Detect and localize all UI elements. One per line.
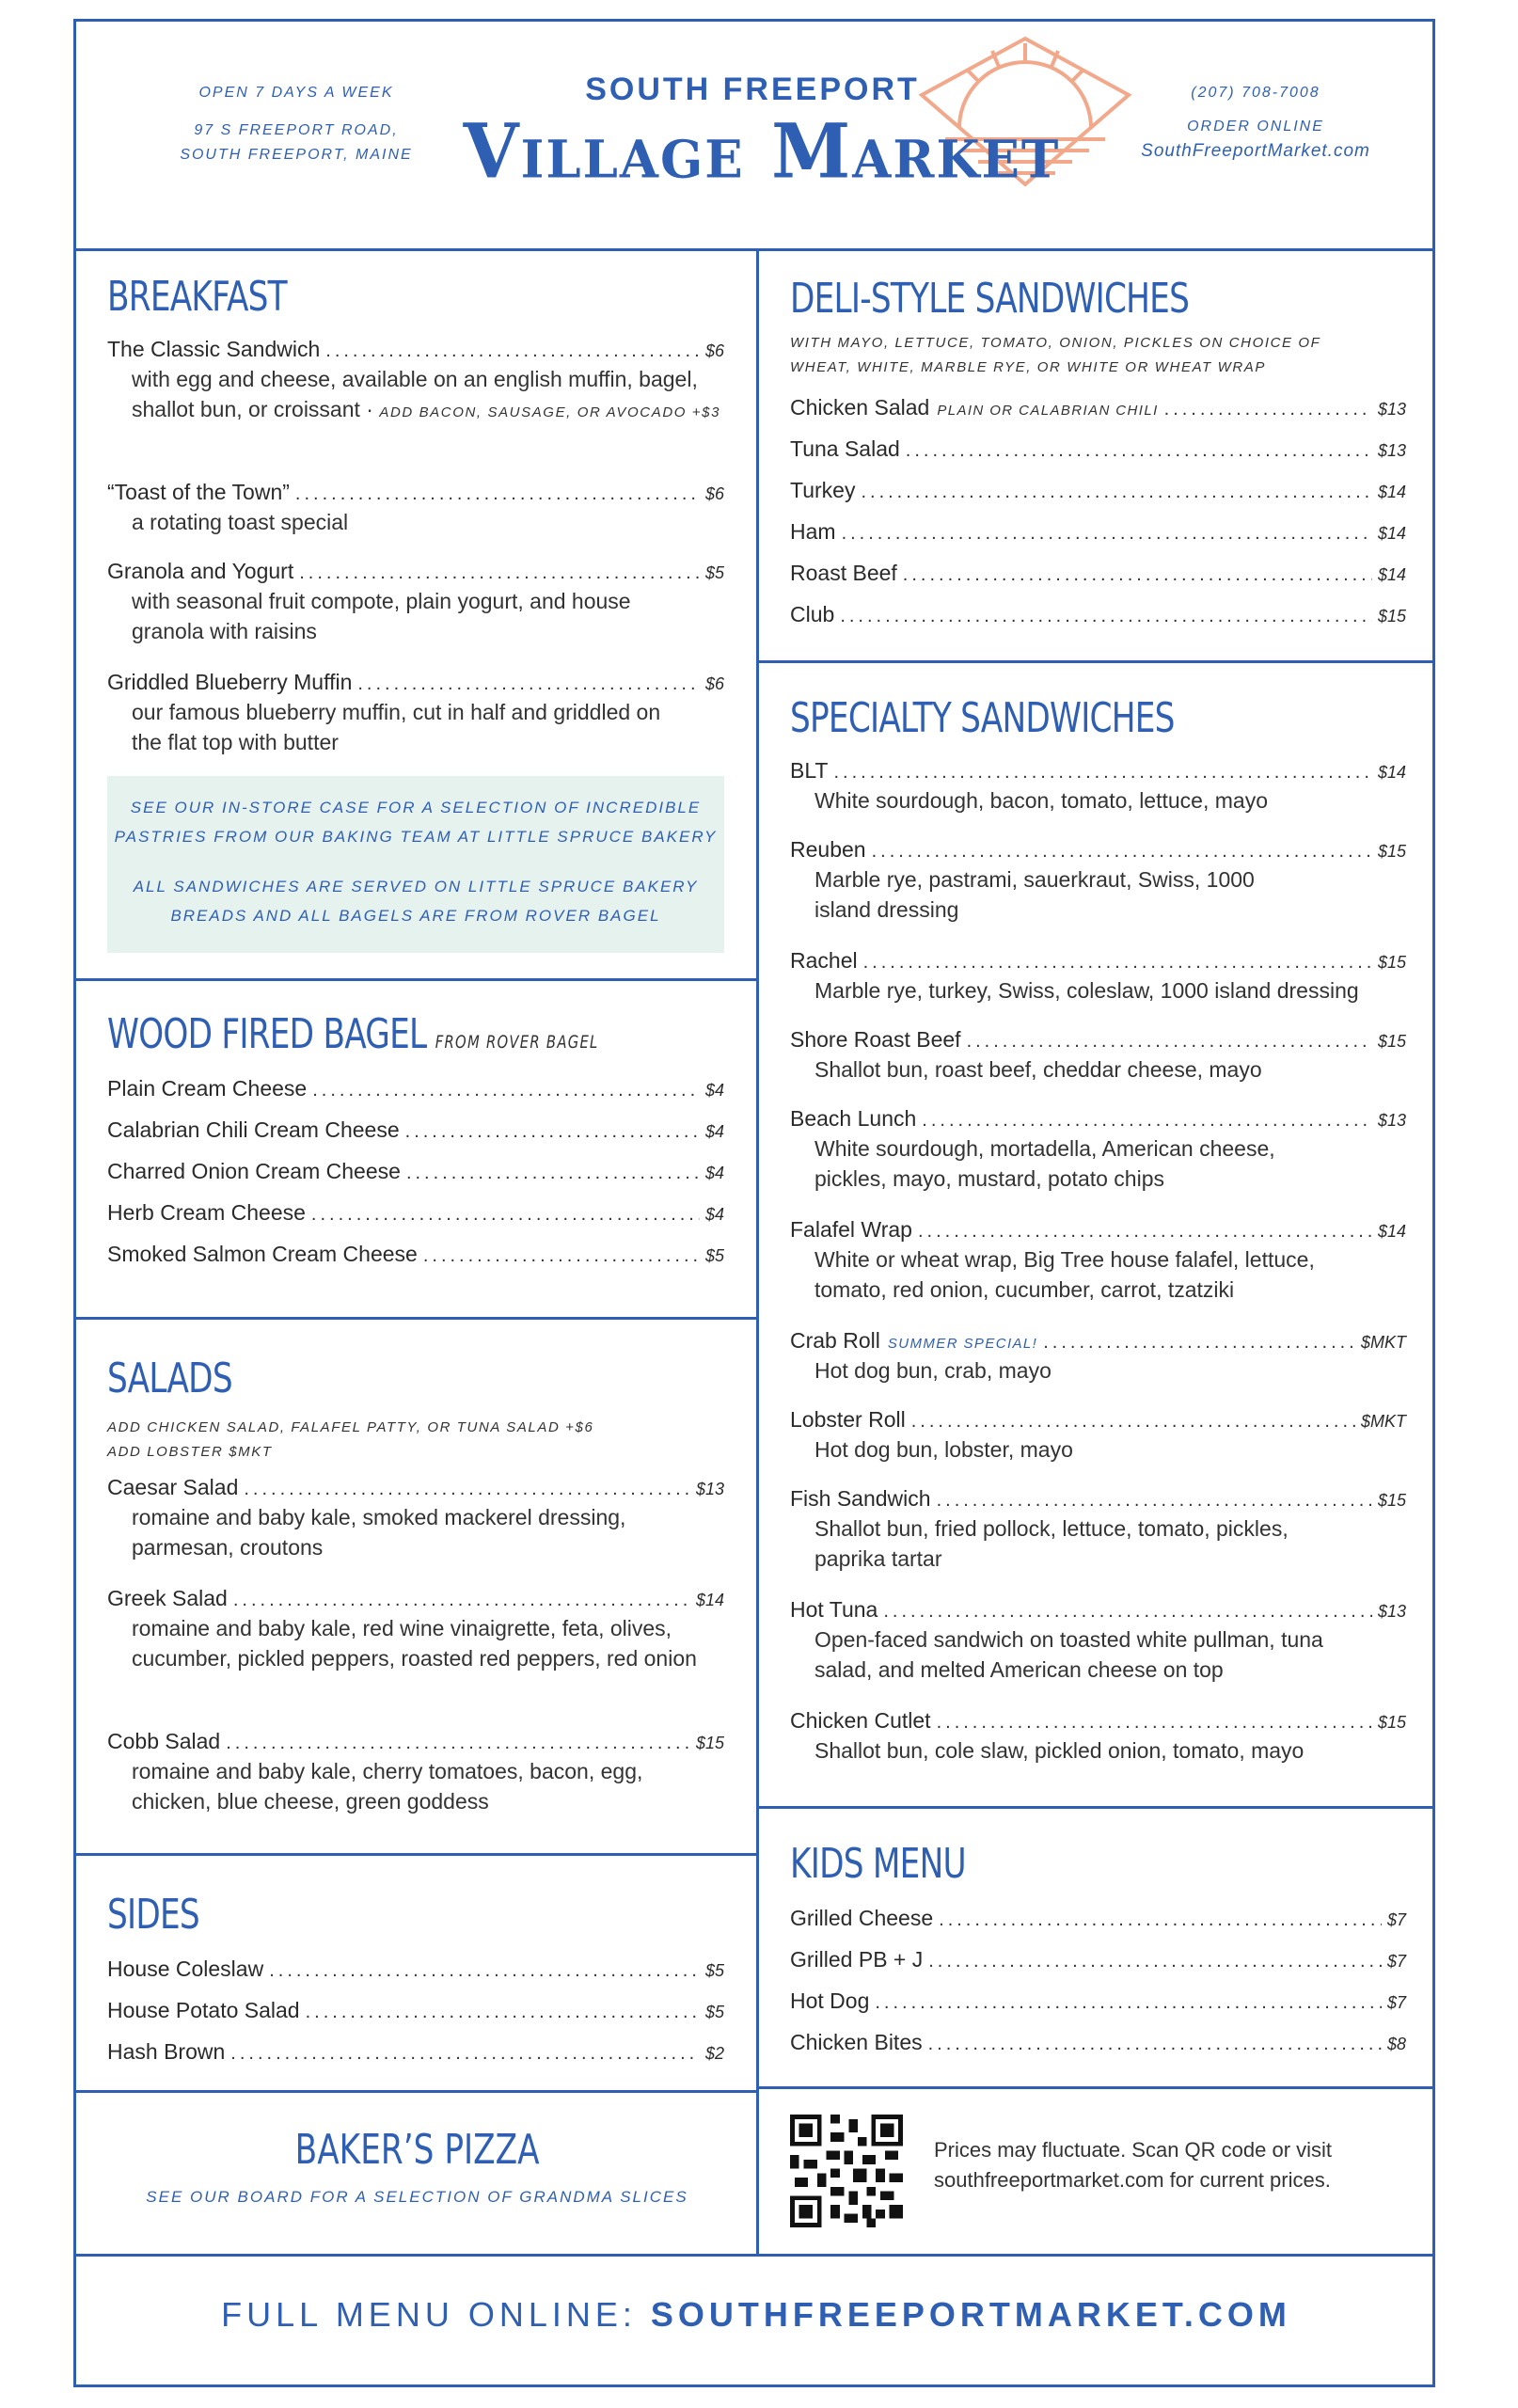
item-name: Tuna Salad — [790, 436, 900, 461]
bagel-title-text: WOOD FIRED BAGEL — [107, 1010, 427, 1058]
item-name: Chicken Salad — [790, 395, 930, 420]
divider — [73, 1317, 757, 1320]
divider — [756, 1806, 1435, 1809]
item-description: Hot dog bun, crab, mayo — [814, 1358, 1052, 1383]
item-price: $15 — [1377, 953, 1406, 972]
footer-url[interactable]: SOUTHFREEPORTMARKET.COM — [650, 2295, 1291, 2334]
menu-item-greek — [107, 1586, 724, 1673]
item-price: $4 — [704, 1081, 724, 1100]
item-description: Shallot bun, cole slaw, pickled onion, tomato, mayo — [814, 1738, 1305, 1763]
note-line: WITH MAYO, LETTUCE, TOMATO, ONION, PICKLES ON CHOICE OF — [790, 335, 1321, 351]
menu-item-specialty — [790, 1328, 1406, 1386]
salads-title: SALADS — [107, 1354, 232, 1402]
salads-note — [107, 1416, 593, 1465]
menu-item-deli — [790, 395, 1406, 420]
logo-subtitle: SOUTH FREEPORT — [585, 71, 920, 107]
item-name: House Potato Salad — [107, 1998, 300, 2022]
menu-item-bagel — [107, 1242, 724, 1267]
item-price: $7 — [1386, 1952, 1406, 1971]
item-name: Hot Dog — [790, 1988, 870, 2013]
item-name: Greek Salad — [107, 1586, 228, 1610]
menu-item-granola — [107, 559, 724, 646]
item-price: $14 — [1377, 763, 1406, 782]
menu-item-specialty — [790, 1597, 1406, 1685]
menu-item-specialty — [790, 1217, 1406, 1305]
breakfast-title: BREAKFAST — [107, 273, 287, 321]
item-price: $6 — [704, 341, 724, 360]
item-price: $MKT — [1360, 1412, 1406, 1431]
item-name: Crab Roll — [790, 1328, 880, 1353]
logo-title: Village Market — [463, 106, 1061, 196]
note-line: ADD LOBSTER $MKT — [107, 1444, 273, 1460]
menu-item-deli — [790, 519, 1406, 545]
order-online-label: ORDER ONLINE — [1187, 119, 1324, 135]
menu-item-bagel — [107, 1076, 724, 1101]
item-name: BLT — [790, 758, 829, 783]
menu-item-side — [107, 2039, 724, 2065]
item-price: $5 — [704, 1246, 724, 1265]
bagel-title — [107, 1010, 599, 1058]
item-name: Smoked Salmon Cream Cheese — [107, 1242, 418, 1266]
item-description: our famous blueberry muffin, cut in half and griddled on the flat top with butter — [132, 700, 661, 754]
item-description: with seasonal fruit compote, plain yogurt, and house granola with raisins — [132, 589, 631, 643]
item-name: Grilled Cheese — [790, 1906, 934, 1930]
menu-item-bagel — [107, 1159, 724, 1184]
item-price: $6 — [704, 484, 724, 503]
item-description: White sourdough, mortadella, American cheese, pickles, mayo, mustard, potato chips — [814, 1136, 1275, 1191]
website-link[interactable]: SouthFreeportMarket.com — [1141, 141, 1370, 161]
menu-item-bagel — [107, 1117, 724, 1143]
item-name: “Toast of the Town” — [107, 480, 290, 504]
menu-item-caesar — [107, 1475, 724, 1562]
item-price: $4 — [704, 1205, 724, 1224]
item-name: Hash Brown — [107, 2039, 226, 2064]
address-line-1: 97 S FREEPORT ROAD, — [194, 122, 399, 138]
menu-item-kids — [790, 1947, 1406, 1972]
item-name: Herb Cream Cheese — [107, 1200, 306, 1225]
item-price: $15 — [1377, 607, 1406, 626]
menu-item-deli — [790, 478, 1406, 503]
item-name: Falafel Wrap — [790, 1217, 912, 1242]
item-name: Beach Lunch — [790, 1106, 917, 1131]
note-line: BREADS AND ALL BAGELS ARE FROM ROVER BAGEL — [170, 907, 661, 925]
divider — [756, 660, 1435, 663]
item-price: $7 — [1386, 1993, 1406, 2012]
specialty-title: SPECIALTY SANDWICHES — [790, 694, 1175, 742]
item-description: a rotating toast special — [132, 510, 349, 534]
contact-info — [1110, 81, 1401, 164]
item-description: romaine and baby kale, red wine vinaigrette, feta, olives, cucumber, pickled peppers, roasted red peppers, red onion — [132, 1616, 697, 1671]
item-description: romaine and baby kale, cherry tomatoes, bacon, egg, chicken, blue cheese, green goddess — [132, 1759, 643, 1814]
item-price: $15 — [1377, 1713, 1406, 1732]
menu-item-toast — [107, 480, 724, 537]
item-name: Caesar Salad — [107, 1475, 239, 1499]
item-name: Rachel — [790, 948, 858, 973]
note-line: ALL SANDWICHES ARE SERVED ON LITTLE SPRUCE BAKERY — [133, 878, 699, 895]
item-price: $4 — [704, 1164, 724, 1182]
item-price: $5 — [704, 2003, 724, 2021]
hours: OPEN 7 DAYS A WEEK — [198, 85, 394, 101]
menu-item-specialty — [790, 948, 1406, 1006]
item-price: $14 — [1377, 483, 1406, 501]
note-line: WHEAT, WHITE, MARBLE RYE, OR WHITE OR WHEAT WRAP — [790, 359, 1266, 375]
item-description: Marble rye, turkey, Swiss, coleslaw, 1000 island dressing — [814, 978, 1359, 1003]
pizza-title-text: BAKER’S PIZZA — [294, 2126, 540, 2174]
item-price: $15 — [695, 1734, 724, 1752]
item-price: $13 — [695, 1480, 724, 1498]
item-price: $13 — [1377, 1602, 1406, 1621]
item-name: Lobster Roll — [790, 1407, 906, 1432]
item-name: Cobb Salad — [107, 1729, 221, 1753]
menu-item-deli — [790, 436, 1406, 462]
bakery-note-box — [107, 776, 724, 953]
item-name: Chicken Cutlet — [790, 1708, 931, 1733]
menu-item-bagel — [107, 1200, 724, 1226]
sides-title: SIDES — [107, 1891, 199, 1939]
item-price: $15 — [1377, 1032, 1406, 1051]
phone[interactable]: (207) 708-7008 — [1191, 85, 1320, 101]
menu-item-muffin — [107, 670, 724, 757]
item-name: Granola and Yogurt — [107, 559, 294, 583]
item-price: $5 — [704, 1961, 724, 1980]
menu-item-kids — [790, 2030, 1406, 2055]
menu-item-classic-sandwich — [107, 337, 724, 428]
item-price: $14 — [1377, 524, 1406, 543]
item-price: $15 — [1377, 1491, 1406, 1510]
item-price: $MKT — [1360, 1333, 1406, 1352]
item-name: Roast Beef — [790, 561, 897, 585]
item-description: with egg and cheese, available on an english muffin, bagel, shallot bun, or croissant · — [132, 367, 698, 421]
menu-item-side — [107, 1998, 724, 2023]
item-price: $14 — [1377, 1222, 1406, 1241]
item-name: Griddled Blueberry Muffin — [107, 670, 353, 694]
item-price: $2 — [704, 2044, 724, 2063]
item-tag: SUMMER SPECIAL! — [887, 1336, 1038, 1352]
divider — [756, 2086, 1435, 2089]
item-name: House Coleslaw — [107, 1956, 264, 1981]
item-price: $6 — [704, 674, 724, 693]
item-price: $13 — [1377, 400, 1406, 419]
item-name: Club — [790, 602, 835, 626]
bagel-subtitle: FROM ROVER BAGEL — [435, 1032, 599, 1053]
menu-item-kids — [790, 1988, 1406, 2014]
menu-item-cobb — [107, 1729, 724, 1816]
item-price: $15 — [1377, 842, 1406, 861]
item-price: $14 — [1377, 565, 1406, 584]
menu-item-deli — [790, 602, 1406, 627]
item-price: $13 — [1377, 441, 1406, 460]
item-description: White sourdough, bacon, tomato, lettuce, mayo — [814, 788, 1268, 813]
menu-item-specialty — [790, 758, 1406, 816]
qr-code-icon[interactable] — [790, 2115, 903, 2227]
deli-note — [790, 331, 1320, 380]
item-name: Reuben — [790, 837, 866, 862]
item-description: Hot dog bun, lobster, mayo — [814, 1437, 1073, 1462]
menu-item-specialty — [790, 837, 1406, 925]
menu-item-specialty — [790, 1106, 1406, 1194]
item-description: romaine and baby kale, smoked mackerel dressing, parmesan, croutons — [132, 1505, 626, 1560]
divider — [73, 1853, 757, 1856]
item-name: Ham — [790, 519, 836, 544]
item-name: Shore Roast Beef — [790, 1027, 961, 1052]
item-addon-note: ADD BACON, SAUSAGE, OR AVOCADO +$3 — [379, 404, 721, 420]
footer — [77, 2295, 1435, 2335]
item-name: Plain Cream Cheese — [107, 1076, 308, 1101]
menu-item-specialty — [790, 1486, 1406, 1574]
item-name: Calabrian Chili Cream Cheese — [107, 1117, 400, 1142]
item-price: $8 — [1386, 2035, 1406, 2053]
prices-note: Prices may fluctuate. Scan QR code or visit southfreeportmarket.com for current prices. — [934, 2138, 1333, 2192]
menu-item-specialty — [790, 1708, 1406, 1766]
divider — [73, 2090, 757, 2093]
item-description: Marble rye, pastrami, sauerkraut, Swiss, 1000 island dressing — [814, 867, 1255, 922]
item-name: Charred Onion Cream Cheese — [107, 1159, 401, 1183]
column-divider — [756, 248, 759, 2257]
kids-title: KIDS MENU — [790, 1840, 966, 1888]
item-tag: PLAIN OR CALABRIAN CHILI — [937, 403, 1159, 419]
item-price: $13 — [1377, 1111, 1406, 1130]
divider — [73, 978, 757, 981]
item-price: $4 — [704, 1122, 724, 1141]
item-price: $5 — [704, 563, 724, 582]
note-line: ADD CHICKEN SALAD, FALAFEL PATTY, OR TUNA SALAD +$6 — [107, 1419, 594, 1435]
item-price: $7 — [1386, 1910, 1406, 1929]
item-description: Shallot bun, fried pollock, lettuce, tomato, pickles, paprika tartar — [814, 1516, 1289, 1571]
header-divider — [73, 248, 1435, 251]
note-line: SEE OUR IN-STORE CASE FOR A SELECTION OF INCREDIBLE — [130, 799, 702, 816]
item-name: The Classic Sandwich — [107, 337, 321, 361]
item-price: $14 — [695, 1591, 724, 1609]
item-name: Grilled PB + J — [790, 1947, 924, 1972]
menu-item-specialty — [790, 1027, 1406, 1085]
item-description: Open-faced sandwich on toasted white pullman, tuna salad, and melted American cheese on top — [814, 1627, 1323, 1682]
note-line: PASTRIES FROM OUR BAKING TEAM AT LITTLE SPRUCE BAKERY — [114, 828, 718, 846]
pizza-note: SEE OUR BOARD FOR A SELECTION OF GRANDMA SLICES — [146, 2188, 688, 2206]
address-line-2: SOUTH FREEPORT, MAINE — [180, 147, 413, 163]
item-name: Hot Tuna — [790, 1597, 878, 1622]
item-name: Chicken Bites — [790, 2030, 923, 2054]
item-description: Shallot bun, roast beef, cheddar cheese, mayo — [814, 1057, 1262, 1082]
menu-item-kids — [790, 1906, 1406, 1931]
deli-title: DELI-STYLE SANDWICHES — [790, 275, 1190, 323]
footer-label: FULL MENU ONLINE: — [221, 2295, 637, 2334]
item-name: Turkey — [790, 478, 856, 502]
menu-item-specialty — [790, 1407, 1406, 1465]
menu-item-deli — [790, 561, 1406, 586]
store-info — [160, 81, 433, 167]
pizza-title — [77, 2126, 757, 2174]
item-name: Fish Sandwich — [790, 1486, 931, 1511]
item-description: White or wheat wrap, Big Tree house falafel, lettuce, tomato, red onion, cucumber, carrot, tzatziki — [814, 1247, 1315, 1302]
footer-divider — [73, 2254, 1435, 2257]
menu-item-side — [107, 1956, 724, 1982]
